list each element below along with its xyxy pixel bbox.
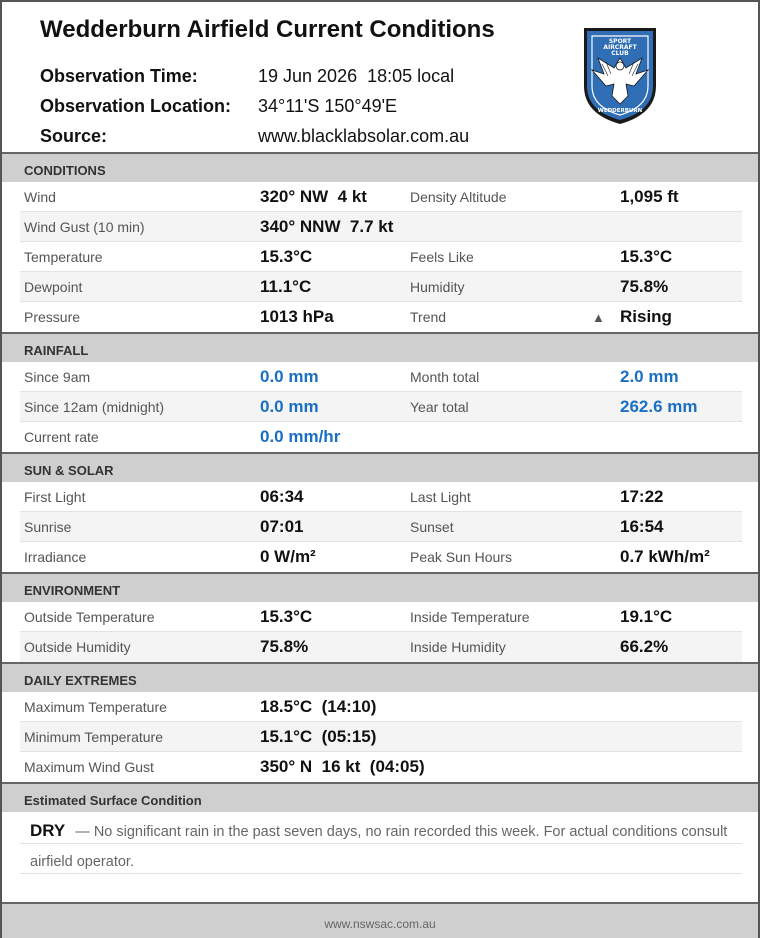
daily-extremes-heading: DAILY EXTREMES [2, 662, 758, 692]
wind-label: Wind [24, 189, 56, 205]
month-total-value: 2.0 mm [620, 367, 679, 386]
footer-url: www.nswsac.com.au [324, 917, 436, 931]
observation-time-value: 19 Jun 2026 18:05 local [258, 65, 455, 86]
source-value: www.blacklabsolar.com.au [258, 125, 470, 146]
max-temp-value: 18.5°C (14:10) [260, 697, 377, 716]
last-light-label: Last Light [410, 489, 471, 505]
inside-humidity-value: 66.2% [620, 637, 669, 656]
temperature-row [20, 242, 742, 272]
page-header [2, 2, 758, 152]
pressure-value: 1013 hPa [260, 307, 334, 326]
current-rate-value: 0.0 mm/hr [260, 427, 341, 446]
temperature-value: 15.3°C [260, 247, 313, 266]
min-temp-label: Minimum Temperature [24, 729, 164, 745]
dewpoint-label: Dewpoint [24, 279, 83, 295]
surface-status: DRY [30, 821, 66, 840]
max-temp-label: Maximum Temperature [24, 699, 167, 715]
irradiance-row [20, 542, 742, 572]
first-light-row [20, 482, 742, 512]
surface-condition-section [2, 782, 758, 877]
current-rate-row [20, 422, 742, 452]
divider [20, 873, 742, 874]
wind-gust-row [20, 212, 742, 242]
outside-humidity-value: 75.8% [260, 637, 309, 656]
max-temp-row [20, 692, 742, 722]
density-altitude-value: 1,095 ft [620, 187, 679, 206]
svg-text:CLUB: CLUB [611, 50, 629, 57]
sunrise-value: 07:01 [260, 517, 304, 536]
since-9am-row [20, 362, 742, 392]
divider [20, 843, 742, 844]
trend-up-icon: ▲ [592, 309, 605, 325]
daily-extremes-section [2, 662, 758, 782]
irradiance-value: 0 W/m² [260, 547, 316, 566]
observation-location-value: 34°11'S 150°49'E [258, 95, 398, 116]
conditions-section [2, 152, 758, 332]
sun-solar-heading: SUN & SOLAR [2, 452, 758, 482]
sunrise-row [20, 512, 742, 542]
feels-like-value: 15.3°C [620, 247, 673, 266]
inside-temp-label: Inside Temperature [410, 609, 530, 625]
dewpoint-row [20, 272, 742, 302]
dewpoint-value: 11.1°C [260, 277, 312, 296]
temperature-label: Temperature [24, 249, 103, 265]
sun-solar-section [2, 452, 758, 572]
source-label: Source: [40, 125, 108, 146]
svg-text:AIRCRAFT: AIRCRAFT [603, 44, 637, 51]
outside-temp-value: 15.3°C [260, 607, 313, 626]
last-light-value: 17:22 [620, 487, 664, 506]
conditions-heading: CONDITIONS [2, 152, 758, 182]
since-midnight-label: Since 12am (midnight) [24, 399, 165, 415]
observation-time-row [40, 64, 454, 88]
observation-location-row [40, 94, 397, 118]
observation-time-label: Observation Time: [40, 65, 198, 86]
pressure-row [20, 302, 742, 332]
sunrise-label: Sunrise [24, 519, 72, 535]
max-gust-value: 350° N 16 kt (04:05) [260, 757, 425, 776]
outside-humidity-label: Outside Humidity [24, 639, 131, 655]
surface-condition-heading: Estimated Surface Condition [2, 782, 758, 812]
first-light-value: 06:34 [260, 487, 304, 506]
max-gust-label: Maximum Wind Gust [24, 759, 154, 775]
svg-text:WEDDERBURN: WEDDERBURN [597, 108, 643, 114]
wind-row [20, 182, 742, 212]
outside-temp-row [20, 602, 742, 632]
outside-temp-label: Outside Temperature [24, 609, 155, 625]
rainfall-section [2, 332, 758, 452]
page-footer [2, 902, 758, 938]
eagle-emblem-icon [578, 24, 662, 126]
wind-value: 320° NW 4 kt [260, 187, 367, 206]
irradiance-label: Irradiance [24, 549, 87, 565]
since-midnight-value: 0.0 mm [260, 397, 319, 416]
density-altitude-label: Density Altitude [410, 189, 507, 205]
peak-sun-hours-value: 0.7 kWh/m² [620, 547, 710, 566]
first-light-label: First Light [24, 489, 86, 505]
surface-condition-text [20, 812, 742, 877]
min-temp-row [20, 722, 742, 752]
pressure-label: Pressure [24, 309, 81, 325]
max-gust-row [20, 752, 742, 782]
rainfall-heading: RAINFALL [2, 332, 758, 362]
surface-description: — No significant rain in the past seven days, no rain recorded this week. For actual conditions consult airfield operator. [30, 824, 728, 870]
trend-label: Trend [410, 309, 447, 325]
month-total-label: Month total [410, 369, 480, 385]
peak-sun-hours-label: Peak Sun Hours [410, 549, 512, 565]
environment-heading: ENVIRONMENT [2, 572, 758, 602]
year-total-value: 262.6 mm [620, 397, 698, 416]
min-temp-value: 15.1°C (05:15) [260, 727, 377, 746]
sunset-value: 16:54 [620, 517, 664, 536]
humidity-value: 75.8% [620, 277, 669, 296]
since-9am-value: 0.0 mm [260, 367, 319, 386]
current-rate-label: Current rate [24, 429, 99, 445]
inside-temp-value: 19.1°C [620, 607, 673, 626]
page-title: Wedderburn Airfield Current Conditions [40, 16, 495, 43]
since-9am-label: Since 9am [24, 369, 91, 385]
feels-like-label: Feels Like [410, 249, 474, 265]
inside-humidity-label: Inside Humidity [410, 639, 506, 655]
sunset-label: Sunset [410, 519, 454, 535]
observation-location-label: Observation Location: [40, 95, 232, 116]
wind-gust-value: 340° NNW 7.7 kt [260, 217, 394, 236]
wind-gust-label: Wind Gust (10 min) [24, 219, 145, 235]
since-midnight-row [20, 392, 742, 422]
environment-section [2, 572, 758, 662]
year-total-label: Year total [410, 399, 469, 415]
source-row [40, 124, 469, 148]
humidity-label: Humidity [410, 279, 465, 295]
outside-humidity-row [20, 632, 742, 662]
trend-value: Rising [620, 307, 672, 326]
svg-text:SPORT: SPORT [608, 38, 632, 45]
